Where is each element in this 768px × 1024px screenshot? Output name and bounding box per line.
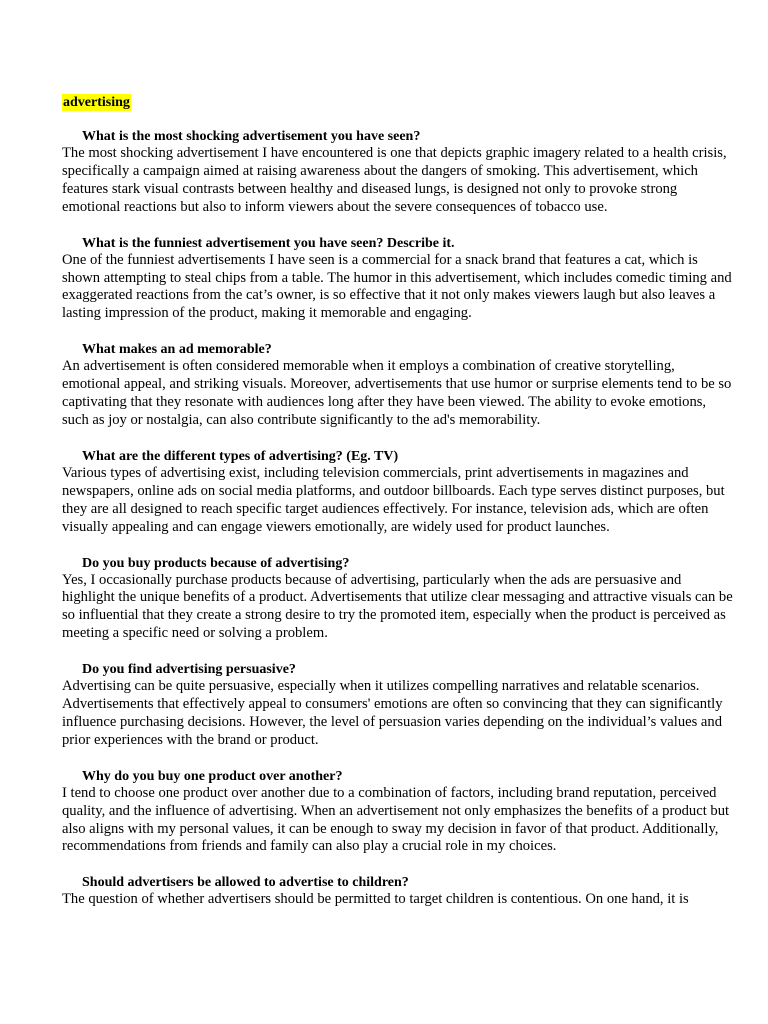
answer-paragraph: Yes, I occasionally purchase products because of advertising, particularly when the ads are persuasive and highlight the unique benefits of a product. Advertisements that utilize clear messaging and attractive visuals can be so influential that they create a strong desire to try the promoted item, especially when the product is perceived as meeting a specific need or solving a problem. xyxy=(62,571,733,642)
question-heading: Do you buy products because of advertising? xyxy=(82,555,350,571)
question-heading: What is the most shocking advertisement you have seen? xyxy=(82,129,421,144)
question-heading: Why do you buy one product over another? xyxy=(82,768,343,784)
answer-paragraph: An advertisement is often considered memorable when it employs a combination of creative storytelling, emotional appeal, and striking visuals. Moreover, advertisements that use humor or surprise elements tend to be so captivating that they resonate with audiences long after they have been viewed. The ability to evoke emotions, such as joy or nostalgia, can also contribute significantly to the ad's memorability. xyxy=(62,358,732,428)
document-title: advertising xyxy=(63,95,130,110)
qa-section xyxy=(62,341,736,430)
question-heading: What are the different types of advertising? (Eg. TV) xyxy=(82,448,399,464)
question-heading: What is the funniest advertisement you have seen? Describe it. xyxy=(82,235,455,251)
question-heading: Should advertisers be allowed to advertise to children? xyxy=(82,875,409,891)
qa-section xyxy=(62,128,736,217)
qa-section xyxy=(62,661,736,750)
answer-paragraph: I tend to choose one product over another due to a combination of factors, including brand reputation, perceived quality, and the influence of advertising. When an advertisement not only emphasizes the benefits of a product but also aligns with my personal values, it can be enough to sway my decision in favor of that product. Additionally, recommendations from friends and family can also play a crucial role in my choices. xyxy=(62,784,730,855)
question-heading: What makes an ad memorable? xyxy=(82,342,272,358)
answer-paragraph: Various types of advertising exist, including television commercials, print advertisements in magazines and newspapers, online ads on social media platforms, and outdoor billboards. Each type serves distinct purposes, but they are all designed to reach specific target audiences effectively. For instance, television ads, which are often visually appealing and can engage viewers emotionally, are widely used for product launches. xyxy=(62,464,725,535)
document-page xyxy=(62,93,736,927)
qa-section xyxy=(62,235,736,324)
answer-paragraph: One of the funniest advertisements I have seen is a commercial for a snack brand that features a cat, which is shown attempting to steal chips from a table. The humor in this advertisement, which includes comedic timing and exaggerated reactions from the cat’s owner, is so effective that it not only makes viewers laugh but also leaves a lasting impression of the product, making it memorable and engaging. xyxy=(62,251,732,322)
answer-paragraph: Advertising can be quite persuasive, especially when it utilizes compelling narratives and relatable scenarios. Advertisements that effectively appeal to consumers' emotions are often so convincing that they can significantly influence purchasing decisions. However, the level of persuasion varies depending on the individual’s values and prior experiences with the brand or product. xyxy=(62,678,723,748)
answer-paragraph: The most shocking advertisement I have encountered is one that depicts graphic imagery related to a health crisis, specifically a campaign aimed at raising awareness about the dangers of smoking. This advertisement, which features stark visual contrasts between healthy and diseased lungs, is designed not only to provoke strong emotional reactions but also to inform viewers about the severe consequences of tobacco use. xyxy=(62,145,727,215)
qa-section xyxy=(62,874,736,909)
answer-paragraph: The question of whether advertisers should be permitted to target children is contentious. On one hand, it is xyxy=(62,891,689,908)
qa-section xyxy=(62,768,736,857)
qa-section xyxy=(62,448,736,537)
qa-section xyxy=(62,555,736,644)
question-heading: Do you find advertising persuasive? xyxy=(82,662,296,678)
